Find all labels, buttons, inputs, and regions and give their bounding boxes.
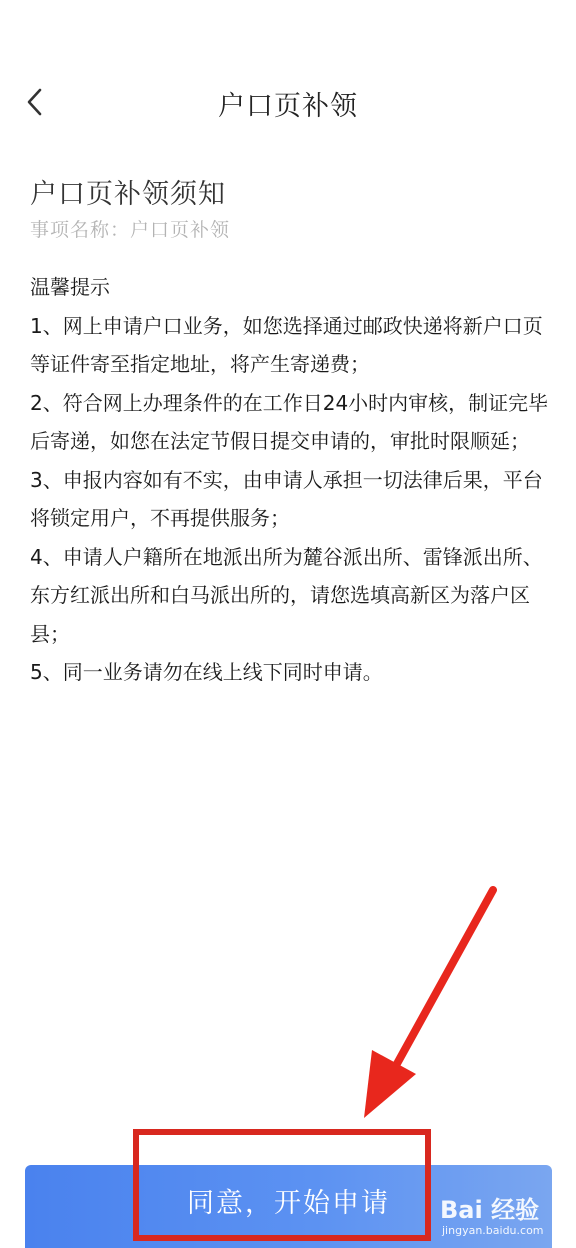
annotation-highlight-box bbox=[133, 1129, 431, 1241]
watermark-url: jingyan.baidu.com bbox=[442, 1224, 544, 1237]
tip-heading: 温馨提示 bbox=[30, 275, 110, 299]
agree-start-button-label: 同意，开始申请 bbox=[187, 1188, 390, 1219]
notice-point-3: 3、申报内容如有不实，由申请人承担一切法律后果，平台将锁定用户，不再提供服务； bbox=[30, 467, 543, 530]
nav-header bbox=[0, 70, 576, 134]
watermark-brand: Bai 经验 bbox=[440, 1196, 540, 1224]
baidu-jingyan-watermark bbox=[440, 1190, 570, 1246]
notice-point-1: 1、网上申请户口业务，如您选择通过邮政快递将新户口页等证件寄至指定地址，将产生寄递费； bbox=[30, 313, 543, 376]
notice-title: 户口页补领须知 bbox=[30, 179, 226, 210]
notice-content bbox=[30, 268, 550, 692]
notice-point-2: 2、符合网上办理条件的在工作日24小时内审核，制证完毕后寄递，如您在法定节假日提交申请的，审批时限顺延； bbox=[30, 390, 549, 453]
notice-point-5: 5、同一业务请勿在线上线下同时申请。 bbox=[30, 660, 383, 684]
item-name-value: 户口页补领 bbox=[130, 219, 231, 241]
notice-point-4: 4、申请人户籍所在地派出所为麓谷派出所、雷锋派出所、东方红派出所和白马派出所的，请您选填高新区为落户区县； bbox=[30, 544, 543, 646]
page-title: 户口页补领 bbox=[218, 91, 358, 122]
red-arrow-icon bbox=[350, 880, 510, 1130]
item-name-label: 事项名称： bbox=[30, 219, 131, 241]
item-name-line bbox=[30, 215, 230, 242]
